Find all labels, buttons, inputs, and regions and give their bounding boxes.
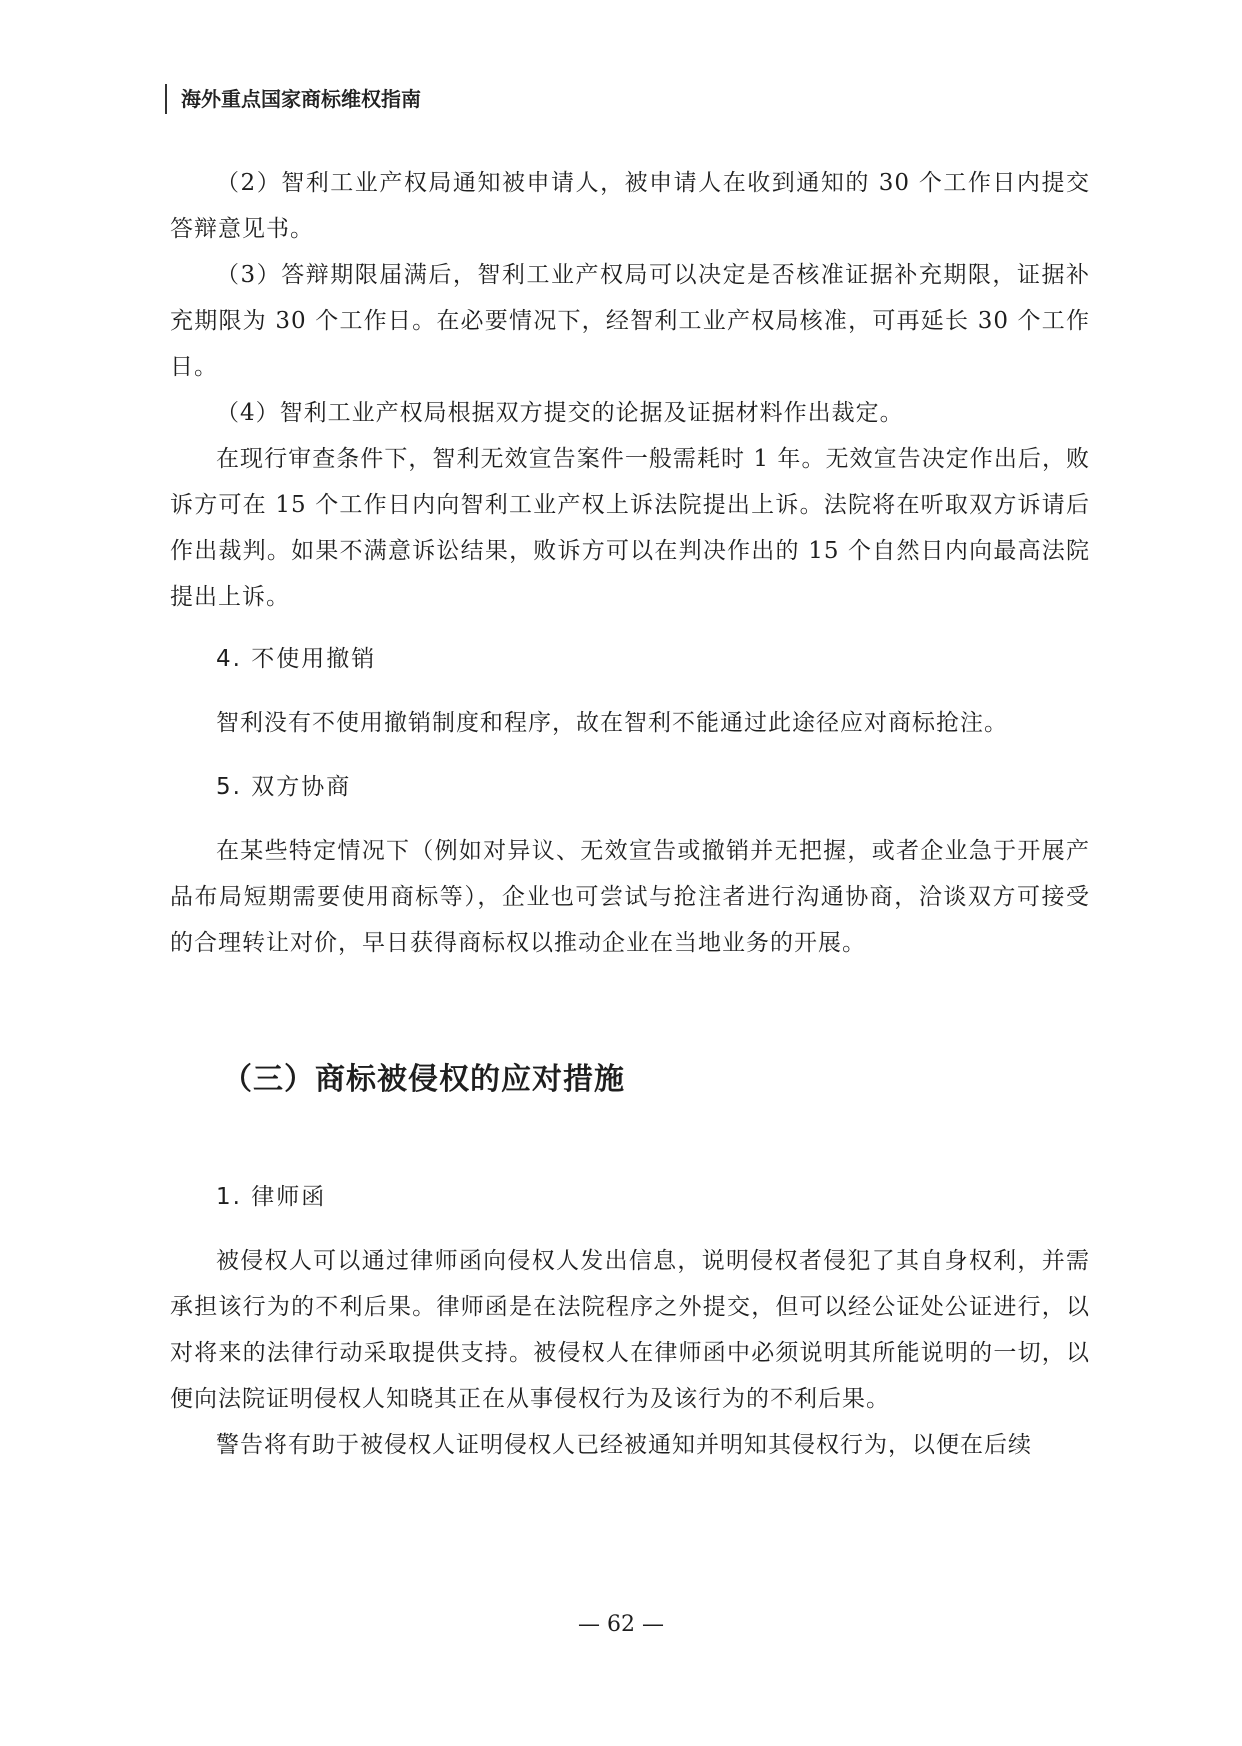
subheading-non-use-cancellation: 4. 不使用撤销 <box>216 646 377 672</box>
paragraph: 智利没有不使用撤销制度和程序，故在智利不能通过此途径应对商标抢注。 <box>216 710 1008 736</box>
header-title: 海外重点国家商标维权指南 <box>181 87 421 111</box>
paragraph: （4）智利工业产权局根据双方提交的论据及证据材料作出裁定。 <box>216 400 904 426</box>
paragraph: （2）智利工业产权局通知被申请人，被申请人在收到通知的 30 个工作日内提交答辩意见书。 <box>170 170 1090 242</box>
subheading-lawyer-letter: 1. 律师函 <box>216 1184 327 1210</box>
running-header <box>165 84 421 114</box>
subheading-negotiation: 5. 双方协商 <box>216 774 352 800</box>
section-heading: （三）商标被侵权的应对措施 <box>222 1062 625 1097</box>
paragraph: 在现行审查条件下，智利无效宣告案件一般需耗时 1 年。无效宣告决定作出后，败诉方可在 15 个工作日内向智利工业产权上诉法院提出上诉。法院将在听取双方诉请后作出裁判。如果不满意诉讼结果，败诉方可以在判决作出的 15 个自然日内向最高法院提出上诉。 <box>170 446 1090 610</box>
paragraph: 警告将有助于被侵权人证明侵权人已经被通知并明知其侵权行为，以便在后续 <box>216 1432 1032 1458</box>
paragraph: 在某些特定情况下（例如对异议、无效宣告或撤销并无把握，或者企业急于开展产品布局短期需要使用商标等），企业也可尝试与抢注者进行沟通协商，洽谈双方可接受的合理转让对价，早日获得商标权以推动企业在当地业务的开展。 <box>170 838 1090 956</box>
page-number: — 62 — <box>578 1612 664 1637</box>
paragraph: （3）答辩期限届满后，智利工业产权局可以决定是否核准证据补充期限，证据补充期限为 30 个工作日。在必要情况下，经智利工业产权局核准，可再延长 30 个工作日。 <box>170 262 1090 380</box>
paragraph: 被侵权人可以通过律师函向侵权人发出信息，说明侵权者侵犯了其自身权利，并需承担该行为的不利后果。律师函是在法院程序之外提交，但可以经公证处公证进行，以对将来的法律行动采取提供支持。被侵权人在律师函中必须说明其所能说明的一切，以便向法院证明侵权人知晓其正在从事侵权行为及该行为的不利后果。 <box>170 1248 1090 1412</box>
page-body <box>170 160 1090 1468</box>
